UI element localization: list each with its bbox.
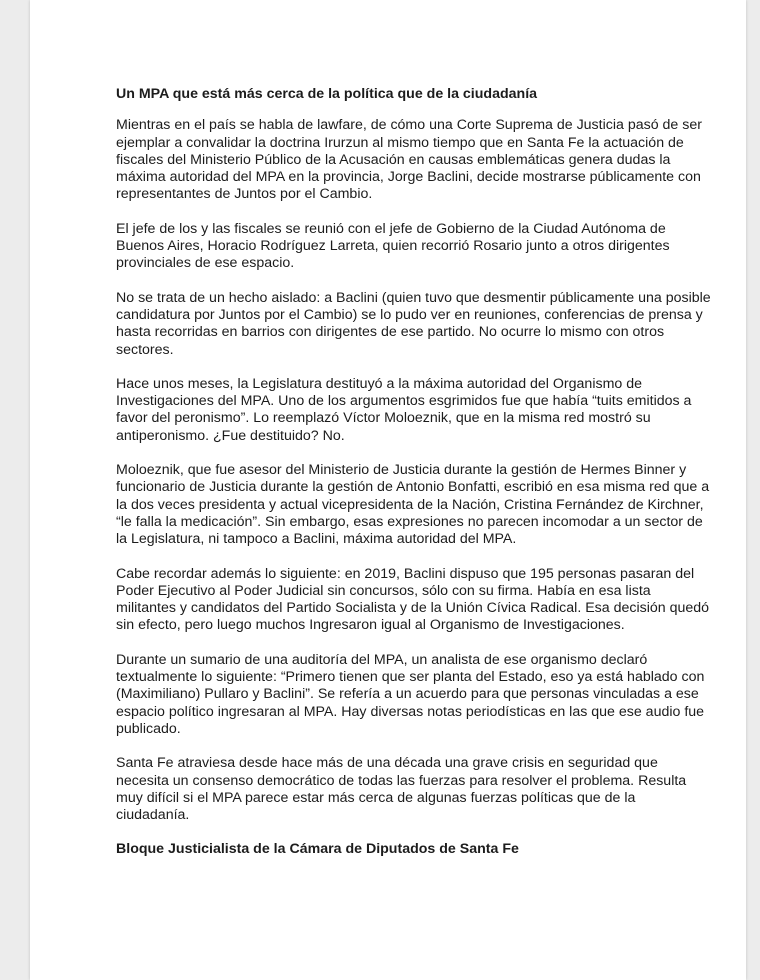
document-page bbox=[30, 0, 746, 980]
document-title: Un MPA que está más cerca de la política que de la ciudadanía bbox=[116, 86, 538, 102]
paragraph-7: Durante un sumario de una auditoría del MPA, un analista de ese organismo declaró textualmente lo siguiente: “Primero tienen que ser planta del Estado, eso ya está hablado con (Maximiliano) Pullaro y Baclini”. Se refería a un acuerdo para que personas vinculadas a ese espacio político ingresaran al MPA. Hay diversas notas periodísticas en las que ese audio fue publicado. bbox=[116, 651, 705, 737]
paragraph-3: No se trata de un hecho aislado: a Baclini (quien tuvo que desmentir públicamente una posible candidatura por Juntos por el Cambio) se lo pudo ver en reuniones, conferencias de prensa y hasta recorridas en barrios con dirigentes de ese partido. No ocurre lo mismo con otros sectores. bbox=[116, 289, 711, 358]
paragraph-1: Mientras en el país se habla de lawfare, de cómo una Corte Suprema de Justicia pasó de ser ejemplar a convalidar la doctrina Irurzun al mismo tiempo que en Santa Fe la actuación de fiscales del Ministerio Público de la Acusación en causas emblemáticas genera dudas la máxima autoridad del MPA en la provincia, Jorge Baclini, decide mostrarse públicamente con representantes de Juntos por el Cambio. bbox=[116, 117, 702, 203]
paragraph-5: Moloeznik, que fue asesor del Ministerio de Justicia durante la gestión de Hermes Binner y funcionario de Justicia durante la gestión de Antonio Bonfatti, escribió en esa misma red que a la dos veces presidenta y actual vicepresidenta de la Nación, Cristina Fernández de Kirchner, “le falla la medicación”. Sin embargo, esas expresiones no parecen incomodar a un sector de la Legislatura, ni tampoco a Baclini, máxima autoridad del MPA. bbox=[116, 462, 710, 548]
paragraph-2: El jefe de los y las fiscales se reunió con el jefe de Gobierno de la Ciudad Autónoma de Buenos Aires, Horacio Rodríguez Larreta, quien recorrió Rosario junto a otros dirigentes provinciales de ese espacio. bbox=[116, 220, 670, 272]
document-body bbox=[116, 86, 712, 859]
paragraph-8: Santa Fe atraviesa desde hace más de una década una grave crisis en seguridad que necesita un consenso democrático de todas las fuerzas para resolver el problema. Resulta muy difícil si el MPA parece estar más cerca de algunas fuerzas políticas que de la ciudadanía. bbox=[116, 755, 687, 824]
paragraph-6: Cabe recordar además lo siguiente: en 2019, Baclini dispuso que 195 personas pasaran del Poder Ejecutivo al Poder Judicial sin concursos, sólo con su firma. Había en esa lista militantes y candidatos del Partido Socialista y de la Unión Cívica Radical. Esa decisión quedó sin efecto, pero luego muchos Ingresaron igual al Organismo de Investigaciones. bbox=[116, 565, 710, 634]
signature: Bloque Justicialista de la Cámara de Diputados de Santa Fe bbox=[116, 841, 519, 858]
paragraph-4: Hace unos meses, la Legislatura destituyó a la máxima autoridad del Organismo de Investigaciones del MPA. Uno de los argumentos esgrimidos fue que había “tuits emitidos a favor del peronismo”. Lo reemplazó Víctor Moloeznik, que en la misma red mostró su antiperonismo. ¿Fue destituido? No. bbox=[116, 375, 692, 444]
